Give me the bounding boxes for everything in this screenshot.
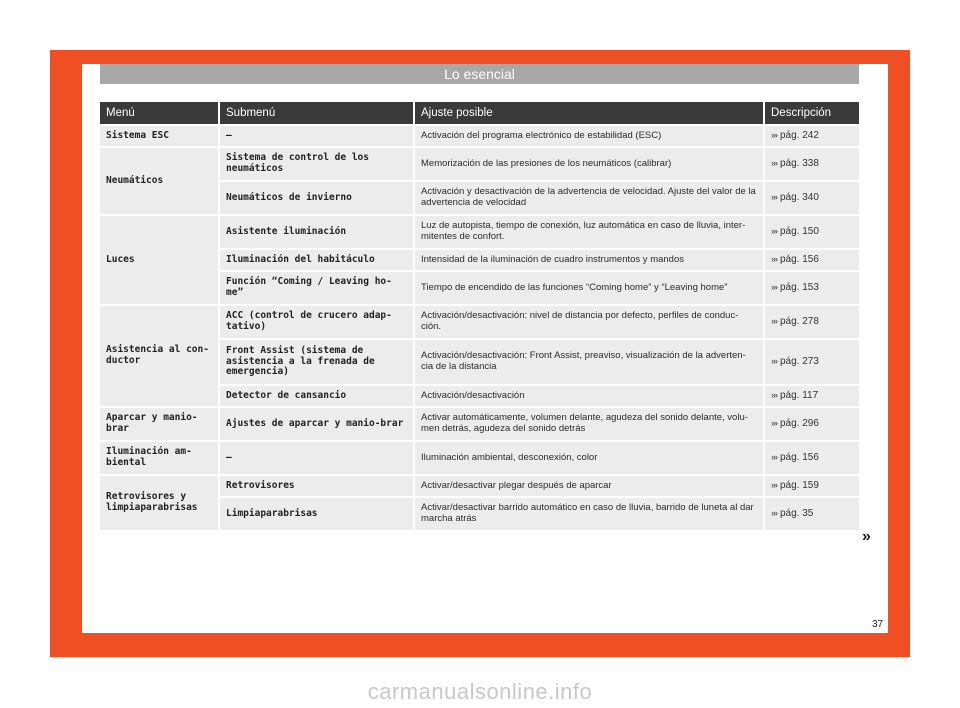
menu-table bbox=[100, 100, 859, 532]
setting-cell: Luz de autopista, tiempo de conexión, luz automática en caso de lluvia, inter-mitentes de confort. bbox=[415, 216, 765, 248]
page-ref-cell[interactable] bbox=[765, 182, 859, 214]
page-ref-cell[interactable] bbox=[765, 476, 859, 496]
page-ref-link[interactable]: pág. 273 bbox=[780, 356, 819, 368]
submenu-cell: Neumáticos de invierno bbox=[220, 182, 415, 214]
ref-arrow-icon: ››› bbox=[771, 254, 777, 265]
page-ref-cell[interactable] bbox=[765, 306, 859, 338]
setting-cell: Memorización de las presiones de los neumáticos (calibrar) bbox=[415, 148, 765, 180]
page-ref-link[interactable]: pág. 153 bbox=[780, 282, 819, 294]
page-number: 37 bbox=[872, 619, 884, 630]
ref-arrow-icon: ››› bbox=[771, 452, 777, 463]
table-row bbox=[100, 216, 859, 248]
ref-arrow-icon: ››› bbox=[771, 316, 777, 327]
table-row bbox=[100, 408, 859, 440]
ref-arrow-icon: ››› bbox=[771, 418, 777, 429]
table-header-row bbox=[100, 102, 859, 124]
page-ref-link[interactable]: pág. 156 bbox=[780, 254, 819, 266]
submenu-cell: Iluminación del habitáculo bbox=[220, 250, 415, 270]
ref-arrow-icon: ››› bbox=[771, 480, 777, 491]
section-header: Lo esencial bbox=[100, 64, 859, 84]
ref-arrow-icon: ››› bbox=[771, 192, 777, 203]
column-header-submenu: Submenú bbox=[220, 102, 415, 124]
submenu-cell: Limpiaparabrisas bbox=[220, 498, 415, 530]
submenu-cell: Retrovisores bbox=[220, 476, 415, 496]
setting-cell: Tiempo de encendido de las funciones “Coming home” y “Leaving home” bbox=[415, 272, 765, 304]
ref-arrow-icon: ››› bbox=[771, 282, 777, 293]
table-row bbox=[100, 306, 859, 338]
page-ref-link[interactable]: pág. 156 bbox=[780, 452, 819, 464]
menu-cell: Luces bbox=[100, 216, 220, 304]
page-ref-link[interactable]: pág. 296 bbox=[780, 418, 819, 430]
page-ref-cell[interactable] bbox=[765, 442, 859, 474]
page-ref-cell[interactable] bbox=[765, 498, 859, 530]
page-ref-link[interactable]: pág. 117 bbox=[780, 390, 819, 402]
page-ref-cell[interactable] bbox=[765, 250, 859, 270]
menu-cell: Aparcar y manio-brar bbox=[100, 408, 220, 440]
submenu-cell: Ajustes de aparcar y manio-brar bbox=[220, 408, 415, 440]
submenu-cell: Sistema de control de los neumáticos bbox=[220, 148, 415, 180]
page-ref-link[interactable]: pág. 242 bbox=[780, 130, 819, 142]
table-row bbox=[100, 148, 859, 180]
setting-cell: Activar/desactivar plegar después de aparcar bbox=[415, 476, 765, 496]
ref-arrow-icon: ››› bbox=[771, 158, 777, 169]
ref-arrow-icon: ››› bbox=[771, 226, 777, 237]
menu-cell: Retrovisores y limpiaparabrisas bbox=[100, 476, 220, 530]
page-ref-cell[interactable] bbox=[765, 340, 859, 384]
setting-cell: Activar automáticamente, volumen delante, agudeza del sonido delante, volu-men detrás, agudeza del sonido detrás bbox=[415, 408, 765, 440]
setting-cell: Activación y desactivación de la advertencia de velocidad. Ajuste del valor de la advertencia de velocidad bbox=[415, 182, 765, 214]
ref-arrow-icon: ››› bbox=[771, 390, 777, 401]
watermark: carmanualsonline.info bbox=[367, 679, 593, 704]
page-ref-cell[interactable] bbox=[765, 216, 859, 248]
table-row bbox=[100, 126, 859, 146]
submenu-cell: ACC (control de crucero adap-tativo) bbox=[220, 306, 415, 338]
page-ref-link[interactable]: pág. 150 bbox=[780, 226, 819, 238]
setting-cell: Activación/desactivación: nivel de distancia por defecto, perfiles de conduc-ción. bbox=[415, 306, 765, 338]
column-header-menu: Menú bbox=[100, 102, 220, 124]
submenu-cell: Front Assist (sistema de asistencia a la frenada de emergencia) bbox=[220, 340, 415, 384]
column-header-setting: Ajuste posible bbox=[415, 102, 765, 124]
setting-cell: Activación/desactivación bbox=[415, 386, 765, 406]
submenu-cell: – bbox=[220, 442, 415, 474]
setting-cell: Activación del programa electrónico de estabilidad (ESC) bbox=[415, 126, 765, 146]
setting-cell: Activar/desactivar barrido automático en caso de lluvia, barrido de luneta al dar marcha atrás bbox=[415, 498, 765, 530]
submenu-cell: Asistente iluminación bbox=[220, 216, 415, 248]
menu-cell: Neumáticos bbox=[100, 148, 220, 214]
ref-arrow-icon: ››› bbox=[771, 130, 777, 141]
submenu-cell: – bbox=[220, 126, 415, 146]
menu-cell: Sistema ESC bbox=[100, 126, 220, 146]
ref-arrow-icon: ››› bbox=[771, 508, 777, 519]
setting-cell: Intensidad de la iluminación de cuadro instrumentos y mandos bbox=[415, 250, 765, 270]
page-ref-link[interactable]: pág. 338 bbox=[780, 158, 819, 170]
page-ref-link[interactable]: pág. 35 bbox=[780, 508, 814, 520]
page-ref-cell[interactable] bbox=[765, 148, 859, 180]
page-ref-link[interactable]: pág. 159 bbox=[780, 480, 819, 492]
page-ref-link[interactable]: pág. 278 bbox=[780, 316, 819, 328]
page-ref-cell[interactable] bbox=[765, 272, 859, 304]
continue-arrow-icon: » bbox=[862, 528, 871, 545]
menu-cell: Iluminación am-biental bbox=[100, 442, 220, 474]
setting-cell: Iluminación ambiental, desconexión, color bbox=[415, 442, 765, 474]
page-ref-link[interactable]: pág. 340 bbox=[780, 192, 819, 204]
ref-arrow-icon: ››› bbox=[771, 356, 777, 367]
submenu-cell: Detector de cansancio bbox=[220, 386, 415, 406]
table-row bbox=[100, 476, 859, 496]
menu-cell: Asistencia al con-ductor bbox=[100, 306, 220, 406]
page-ref-cell[interactable] bbox=[765, 408, 859, 440]
setting-cell: Activación/desactivación: Front Assist, preaviso, visualización de la adverten-cia de la distancia bbox=[415, 340, 765, 384]
page-ref-cell[interactable] bbox=[765, 126, 859, 146]
page-ref-cell[interactable] bbox=[765, 386, 859, 406]
column-header-description: Descripción bbox=[765, 102, 859, 124]
table-row bbox=[100, 442, 859, 474]
submenu-cell: Función “Coming / Leaving ho-me” bbox=[220, 272, 415, 304]
